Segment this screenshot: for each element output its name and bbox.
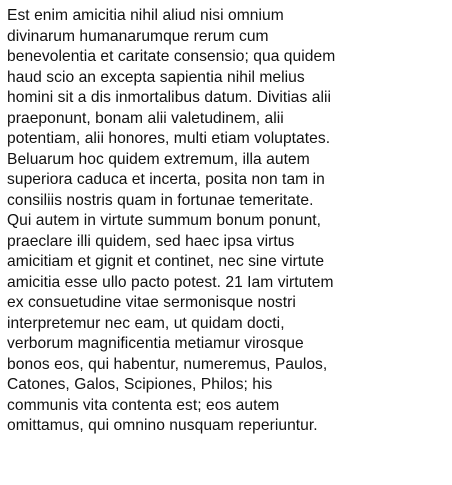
text-line: amicitia esse ullo pacto potest. 21 Iam virtutem (7, 273, 334, 291)
text-line: haud scio an excepta sapientia nihil melius (7, 68, 305, 86)
text-line: interpretemur nec eam, ut quidam docti, (7, 314, 285, 332)
text-line: homini sit a dis inmortalibus datum. Divitias alii (7, 89, 332, 106)
text-line: Est enim amicitia nihil aliud nisi omnium (7, 7, 284, 24)
text-line: praeponunt, bonam alii valetudinem, alii (7, 109, 284, 127)
text-line: consiliis nostris quam in fortunae temeritate. (7, 191, 314, 209)
text-line: potentiam, alii honores, multi etiam voluptates. (7, 130, 331, 147)
text-line: amicitiam et gignit et continet, nec sine virtute (7, 253, 325, 270)
text-line: communis vita contenta est; eos autem (7, 396, 280, 414)
text-line: superiora caduca et incerta, posita non tam in (7, 171, 325, 188)
text-line: verborum magnificentia metiamur virosque (7, 335, 304, 352)
text-line: Qui autem in virtute summum bonum ponunt, (7, 212, 322, 229)
text-line: Beluarum hoc quidem extremum, illa autem (7, 150, 310, 168)
text-line: bonos eos, qui habentur, numeremus, Paulos, (7, 355, 328, 373)
text-line: omittamus, qui omnino nusquam reperiuntur. (7, 417, 318, 434)
latin-text-paragraph (7, 6, 447, 437)
text-line: Catones, Galos, Scipiones, Philos; his (7, 376, 273, 393)
text-line: praeclare illi quidem, sed haec ipsa virtus (7, 232, 295, 250)
text-line: ex consuetudine vitae sermonisque nostri (7, 294, 296, 311)
text-line: divinarum humanarumque rerum cum (7, 27, 269, 45)
text-line: benevolentia et caritate consensio; qua quidem (7, 48, 336, 65)
